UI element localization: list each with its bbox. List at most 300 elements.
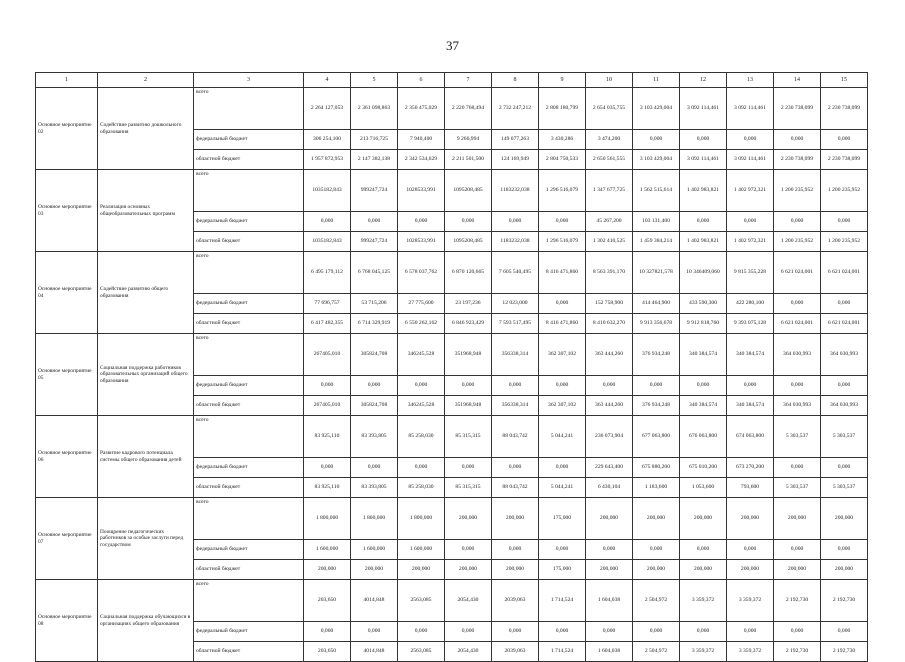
amount-cell: 5 044,241 [539, 478, 586, 498]
header-cell: 5 [351, 73, 398, 88]
amount-cell: 6 621 024,001 [821, 252, 868, 294]
funding-source: всего [194, 416, 304, 458]
amount-cell: 6 550 262,162 [398, 314, 445, 334]
amount-cell: 1 200 235,952 [821, 170, 868, 212]
amount-cell: 2039,063 [492, 580, 539, 622]
amount-cell: 2054,430 [445, 580, 492, 622]
activity-description: Реализация основных общеобразовательных программ [98, 170, 194, 252]
amount-cell: 2 192,730 [821, 580, 868, 622]
amount-cell: 124 169,949 [492, 150, 539, 170]
amount-cell: 340 384,574 [680, 396, 727, 416]
amount-cell: 1 296 516,079 [539, 232, 586, 252]
amount-cell: 27 775,600 [398, 294, 445, 314]
amount-cell: 7 593 517,495 [492, 314, 539, 334]
amount-cell: 2 504,972 [633, 642, 680, 662]
amount-cell: 1183232,038 [492, 170, 539, 212]
activity-description: Содействие развитию дошкольного образования [98, 88, 194, 170]
amount-cell: 0,000 [445, 540, 492, 560]
amount-cell: 7 940,400 [398, 130, 445, 150]
amount-cell: 351968,948 [445, 396, 492, 416]
table-row [36, 498, 868, 540]
amount-cell: 356338,314 [492, 334, 539, 376]
amount-cell: 1183232,038 [492, 232, 539, 252]
activity-name: Основное мероприятие 04 [36, 252, 98, 334]
amount-cell: 85 258,030 [398, 478, 445, 498]
amount-cell: 363 444,260 [586, 334, 633, 376]
amount-cell: 0,000 [492, 458, 539, 478]
activity-description: Поощрение педагогических работников за особые заслуги перед государством [98, 498, 194, 580]
amount-cell: 364 030,993 [774, 334, 821, 376]
amount-cell: 236 073,904 [586, 416, 633, 458]
amount-cell: 0,000 [774, 294, 821, 314]
amount-cell: 0,000 [492, 376, 539, 396]
amount-cell: 4014,848 [351, 580, 398, 622]
amount-cell: 5 303,537 [774, 478, 821, 498]
amount-cell: 1 200 235,952 [774, 170, 821, 212]
funding-source: всего [194, 334, 304, 376]
table-row [36, 334, 868, 376]
header-cell: 9 [539, 73, 586, 88]
amount-cell: 306 254,100 [304, 130, 351, 150]
amount-cell: 1 800,000 [304, 498, 351, 540]
amount-cell: 1 347 677,725 [586, 170, 633, 212]
amount-cell: 0,000 [680, 540, 727, 560]
amount-cell: 0,000 [539, 622, 586, 642]
amount-cell: 9 815 355,228 [727, 252, 774, 294]
amount-cell: 376 934,248 [633, 334, 680, 376]
amount-cell: 0,000 [398, 458, 445, 478]
amount-cell: 7 605 540,495 [492, 252, 539, 294]
amount-cell: 0,000 [821, 212, 868, 232]
amount-cell: 3 092 114,461 [680, 150, 727, 170]
amount-cell: 0,000 [398, 622, 445, 642]
amount-cell: 2 732 247,212 [492, 88, 539, 130]
amount-cell: 305824,708 [351, 396, 398, 416]
amount-cell: 2039,063 [492, 642, 539, 662]
amount-cell: 6 417 482,355 [304, 314, 351, 334]
amount-cell: 2563,085 [398, 642, 445, 662]
amount-cell: 376 934,248 [633, 396, 680, 416]
amount-cell: 3 359,372 [680, 580, 727, 622]
amount-cell: 351968,948 [445, 334, 492, 376]
amount-cell: 85 315,315 [445, 416, 492, 458]
amount-cell: 9 913 356,678 [633, 314, 680, 334]
activity-description: Социальная поддержка работников образовательных организаций общего образования [98, 334, 194, 416]
amount-cell: 12 023,000 [492, 294, 539, 314]
amount-cell: 0,000 [680, 622, 727, 642]
header-row [36, 73, 868, 88]
amount-cell: 1095208,485 [445, 232, 492, 252]
amount-cell: 999247,724 [351, 232, 398, 252]
header-cell: 6 [398, 73, 445, 88]
amount-cell: 5 303,537 [821, 416, 868, 458]
amount-cell: 2 654 035,755 [586, 88, 633, 130]
activity-name: Основное мероприятие 05 [36, 334, 98, 416]
amount-cell: 200,000 [445, 498, 492, 540]
amount-cell: 0,000 [774, 212, 821, 232]
amount-cell: 8 563 391,170 [586, 252, 633, 294]
amount-cell: 2 650 561,555 [586, 150, 633, 170]
amount-cell: 149 077,263 [492, 130, 539, 150]
amount-cell: 0,000 [351, 212, 398, 232]
amount-cell: 0,000 [727, 212, 774, 232]
amount-cell: 83 393,805 [351, 478, 398, 498]
amount-cell: 0,000 [492, 540, 539, 560]
amount-cell: 6 870 120,665 [445, 252, 492, 294]
amount-cell: 203,650 [304, 580, 351, 622]
activity-name: Основное мероприятие 06 [36, 416, 98, 498]
amount-cell: 0,000 [539, 376, 586, 396]
amount-cell: 3 430,286 [539, 130, 586, 150]
amount-cell: 175,000 [539, 498, 586, 540]
amount-cell: 364 030,993 [774, 396, 821, 416]
activity-description: Развитие кадрового потенциала системы общего образования детей [98, 416, 194, 498]
activity-name: Основное мероприятие 08 [36, 580, 98, 662]
funding-source: областной бюджет [194, 150, 304, 170]
amount-cell: 6 846 923,429 [445, 314, 492, 334]
amount-cell: 200,000 [680, 560, 727, 580]
amount-cell: 85 315,315 [445, 478, 492, 498]
funding-source: областной бюджет [194, 314, 304, 334]
amount-cell: 0,000 [351, 458, 398, 478]
amount-cell: 1 714,524 [539, 642, 586, 662]
amount-cell: 0,000 [727, 540, 774, 560]
amount-cell: 200,000 [445, 560, 492, 580]
amount-cell: 200,000 [774, 498, 821, 540]
amount-cell: 0,000 [445, 458, 492, 478]
amount-cell: 433 590,300 [680, 294, 727, 314]
amount-cell: 200,000 [727, 498, 774, 540]
amount-cell: 88 043,742 [492, 416, 539, 458]
funding-source: всего [194, 170, 304, 212]
amount-cell: 0,000 [680, 212, 727, 232]
header-cell: 13 [727, 73, 774, 88]
funding-source: областной бюджет [194, 232, 304, 252]
amount-cell: 364 030,993 [821, 334, 868, 376]
amount-cell: 0,000 [586, 376, 633, 396]
amount-cell: 340 384,574 [727, 334, 774, 376]
amount-cell: 53 715,206 [351, 294, 398, 314]
amount-cell: 0,000 [821, 458, 868, 478]
funding-source: федеральный бюджет [194, 130, 304, 150]
activity-name: Основное мероприятие 03 [36, 170, 98, 252]
amount-cell: 0,000 [821, 130, 868, 150]
amount-cell: 6 578 037,762 [398, 252, 445, 294]
table-row [36, 252, 868, 294]
amount-cell: 340 384,574 [680, 334, 727, 376]
amount-cell: 0,000 [680, 130, 727, 150]
amount-cell: 2 192,730 [821, 642, 868, 662]
amount-cell: 673 270,200 [727, 458, 774, 478]
amount-cell: 6 621 024,001 [774, 252, 821, 294]
amount-cell: 0,000 [774, 458, 821, 478]
amount-cell: 6 621 024,001 [821, 314, 868, 334]
amount-cell: 3 474,200 [586, 130, 633, 150]
amount-cell: 2 361 098,863 [351, 88, 398, 130]
amount-cell: 0,000 [821, 294, 868, 314]
amount-cell: 6 621 024,001 [774, 314, 821, 334]
amount-cell: 1 200 235,952 [821, 232, 868, 252]
amount-cell: 2 264 127,053 [304, 88, 351, 130]
amount-cell: 9 266,994 [445, 130, 492, 150]
page-number: 37 [446, 38, 459, 53]
funding-source: федеральный бюджет [194, 458, 304, 478]
amount-cell: 200,000 [821, 560, 868, 580]
funding-source: федеральный бюджет [194, 294, 304, 314]
funding-source: федеральный бюджет [194, 540, 304, 560]
amount-cell: 152 758,900 [586, 294, 633, 314]
funding-source: федеральный бюджет [194, 212, 304, 232]
amount-cell: 0,000 [586, 540, 633, 560]
amount-cell: 0,000 [633, 376, 680, 396]
amount-cell: 2 350 475,029 [398, 88, 445, 130]
amount-cell: 422 280,100 [727, 294, 774, 314]
amount-cell: 2 230 738,099 [774, 150, 821, 170]
amount-cell: 6 768 045,125 [351, 252, 398, 294]
amount-cell: 5 303,537 [821, 478, 868, 498]
amount-cell: 0,000 [774, 130, 821, 150]
amount-cell: 1 402 983,821 [680, 232, 727, 252]
amount-cell: 0,000 [633, 130, 680, 150]
amount-cell: 0,000 [398, 376, 445, 396]
funding-source: федеральный бюджет [194, 622, 304, 642]
amount-cell: 2 220 768,494 [445, 88, 492, 130]
amount-cell: 1028533,991 [398, 170, 445, 212]
amount-cell: 200,000 [633, 498, 680, 540]
amount-cell: 8 416 471,860 [539, 314, 586, 334]
amount-cell: 83 925,110 [304, 416, 351, 458]
funding-source: областной бюджет [194, 560, 304, 580]
funding-source: всего [194, 498, 304, 540]
amount-cell: 5 044,241 [539, 416, 586, 458]
amount-cell: 8 410 632,270 [586, 314, 633, 334]
amount-cell: 0,000 [445, 622, 492, 642]
amount-cell: 23 197,236 [445, 294, 492, 314]
amount-cell: 2 192,730 [774, 580, 821, 622]
amount-cell: 4014,848 [351, 642, 398, 662]
amount-cell: 1 600,000 [398, 540, 445, 560]
amount-cell: 305824,708 [351, 334, 398, 376]
amount-cell: 9 912 818,760 [680, 314, 727, 334]
table-row [36, 170, 868, 212]
amount-cell: 1 600,000 [304, 540, 351, 560]
amount-cell: 2 504,972 [633, 580, 680, 622]
amount-cell: 1 402 983,821 [680, 170, 727, 212]
amount-cell: 203,650 [304, 642, 351, 662]
amount-cell: 0,000 [492, 622, 539, 642]
amount-cell: 0,000 [774, 540, 821, 560]
amount-cell: 0,000 [821, 622, 868, 642]
amount-cell: 200,000 [821, 498, 868, 540]
amount-cell: 0,000 [727, 622, 774, 642]
amount-cell: 0,000 [304, 376, 351, 396]
amount-cell: 1028533,991 [398, 232, 445, 252]
amount-cell: 267405,010 [304, 334, 351, 376]
activity-name: Основное мероприятие 02 [36, 88, 98, 170]
amount-cell: 3 359,372 [680, 642, 727, 662]
amount-cell: 675 010,200 [680, 458, 727, 478]
amount-cell: 2 192,730 [774, 642, 821, 662]
amount-cell: 340 384,574 [727, 396, 774, 416]
amount-cell: 1 302 410,525 [586, 232, 633, 252]
table-row [36, 416, 868, 458]
header-cell: 11 [633, 73, 680, 88]
amount-cell: 3 092 114,461 [727, 150, 774, 170]
amount-cell: 0,000 [774, 622, 821, 642]
funding-source: всего [194, 580, 304, 622]
amount-cell: 200,000 [351, 560, 398, 580]
header-cell: 1 [36, 73, 98, 88]
amount-cell: 1 200 235,952 [774, 232, 821, 252]
amount-cell: 2 211 501,500 [445, 150, 492, 170]
budget-table [35, 72, 868, 662]
amount-cell: 1095208,485 [445, 170, 492, 212]
amount-cell: 793,600 [727, 478, 774, 498]
amount-cell: 83 925,110 [304, 478, 351, 498]
activity-name: Основное мероприятие 07 [36, 498, 98, 580]
amount-cell: 229 643,400 [586, 458, 633, 478]
amount-cell: 0,000 [304, 212, 351, 232]
amount-cell: 6 714 329,919 [351, 314, 398, 334]
amount-cell: 0,000 [727, 376, 774, 396]
amount-cell: 200,000 [304, 560, 351, 580]
header-cell: 8 [492, 73, 539, 88]
header-cell: 2 [98, 73, 194, 88]
amount-cell: 0,000 [304, 458, 351, 478]
amount-cell: 363 444,260 [586, 396, 633, 416]
amount-cell: 1 604,038 [586, 642, 633, 662]
table-body [36, 88, 868, 662]
amount-cell: 1 800,000 [398, 498, 445, 540]
amount-cell: 999247,724 [351, 170, 398, 212]
amount-cell: 200,000 [586, 498, 633, 540]
amount-cell: 0,000 [351, 622, 398, 642]
amount-cell: 0,000 [398, 212, 445, 232]
amount-cell: 346245,528 [398, 396, 445, 416]
amount-cell: 5 303,537 [774, 416, 821, 458]
amount-cell: 83 393,805 [351, 416, 398, 458]
amount-cell: 2 342 534,629 [398, 150, 445, 170]
amount-cell: 200,000 [680, 498, 727, 540]
amount-cell: 45 267,200 [586, 212, 633, 232]
amount-cell: 675 880,200 [633, 458, 680, 478]
amount-cell: 0,000 [633, 622, 680, 642]
amount-cell: 1 714,524 [539, 580, 586, 622]
amount-cell: 0,000 [304, 622, 351, 642]
amount-cell: 1035182,843 [304, 170, 351, 212]
amount-cell: 6 495 179,112 [304, 252, 351, 294]
amount-cell: 1 053,600 [680, 478, 727, 498]
amount-cell: 1 296 516,079 [539, 170, 586, 212]
amount-cell: 1 183,600 [633, 478, 680, 498]
amount-cell: 0,000 [774, 376, 821, 396]
header-cell: 12 [680, 73, 727, 88]
amount-cell: 364 030,993 [821, 396, 868, 416]
amount-cell: 1 562 515,614 [633, 170, 680, 212]
amount-cell: 2 808 180,799 [539, 88, 586, 130]
amount-cell: 0,000 [539, 458, 586, 478]
amount-cell: 200,000 [492, 560, 539, 580]
amount-cell: 677 063,800 [633, 416, 680, 458]
amount-cell: 103 131,400 [633, 212, 680, 232]
amount-cell: 1 800,000 [351, 498, 398, 540]
amount-cell: 267405,010 [304, 396, 351, 416]
amount-cell: 1 957 872,953 [304, 150, 351, 170]
amount-cell: 3 103 429,004 [633, 150, 680, 170]
amount-cell: 200,000 [586, 560, 633, 580]
amount-cell: 9 393 075,128 [727, 314, 774, 334]
header-cell: 14 [774, 73, 821, 88]
amount-cell: 3 359,372 [727, 580, 774, 622]
amount-cell: 85 258,030 [398, 416, 445, 458]
amount-cell: 1 402 972,321 [727, 232, 774, 252]
amount-cell: 346245,528 [398, 334, 445, 376]
amount-cell: 88 043,742 [492, 478, 539, 498]
amount-cell: 200,000 [633, 560, 680, 580]
amount-cell: 0,000 [445, 212, 492, 232]
amount-cell: 77 696,757 [304, 294, 351, 314]
activity-description: Социальная поддержка обучающихся в организациях общего образования [98, 580, 194, 662]
funding-source: всего [194, 252, 304, 294]
amount-cell: 674 063,800 [727, 416, 774, 458]
amount-cell: 0,000 [633, 540, 680, 560]
funding-source: областной бюджет [194, 396, 304, 416]
amount-cell: 6 430,104 [586, 478, 633, 498]
amount-cell: 200,000 [492, 498, 539, 540]
amount-cell: 1 604,038 [586, 580, 633, 622]
amount-cell: 10 327821,578 [633, 252, 680, 294]
amount-cell: 1 459 384,214 [633, 232, 680, 252]
amount-cell: 200,000 [774, 560, 821, 580]
amount-cell: 213 716,725 [351, 130, 398, 150]
table-row [36, 88, 868, 130]
header-cell: 4 [304, 73, 351, 88]
amount-cell: 0,000 [539, 294, 586, 314]
amount-cell: 362 307,102 [539, 396, 586, 416]
amount-cell: 676 063,800 [680, 416, 727, 458]
amount-cell: 0,000 [539, 540, 586, 560]
amount-cell: 2563,085 [398, 580, 445, 622]
amount-cell: 0,000 [727, 130, 774, 150]
amount-cell: 0,000 [586, 622, 633, 642]
amount-cell: 0,000 [492, 212, 539, 232]
header-cell: 7 [445, 73, 492, 88]
amount-cell: 3 103 429,004 [633, 88, 680, 130]
amount-cell: 3 092 114,461 [727, 88, 774, 130]
amount-cell: 10 346409,060 [680, 252, 727, 294]
header-cell: 15 [821, 73, 868, 88]
amount-cell: 2 230 738,099 [821, 150, 868, 170]
funding-source: областной бюджет [194, 478, 304, 498]
amount-cell: 2 230 738,099 [774, 88, 821, 130]
amount-cell: 1 402 972,321 [727, 170, 774, 212]
amount-cell: 2 804 750,533 [539, 150, 586, 170]
amount-cell: 0,000 [539, 212, 586, 232]
funding-source: областной бюджет [194, 642, 304, 662]
amount-cell: 0,000 [821, 540, 868, 560]
amount-cell: 200,000 [727, 560, 774, 580]
amount-cell: 0,000 [821, 376, 868, 396]
amount-cell: 0,000 [680, 376, 727, 396]
funding-source: всего [194, 88, 304, 130]
table-row [36, 580, 868, 622]
amount-cell: 3 359,372 [727, 642, 774, 662]
amount-cell: 414 464,900 [633, 294, 680, 314]
amount-cell: 356338,314 [492, 396, 539, 416]
amount-cell: 200,000 [398, 560, 445, 580]
header-cell: 10 [586, 73, 633, 88]
amount-cell: 2 147 382,138 [351, 150, 398, 170]
